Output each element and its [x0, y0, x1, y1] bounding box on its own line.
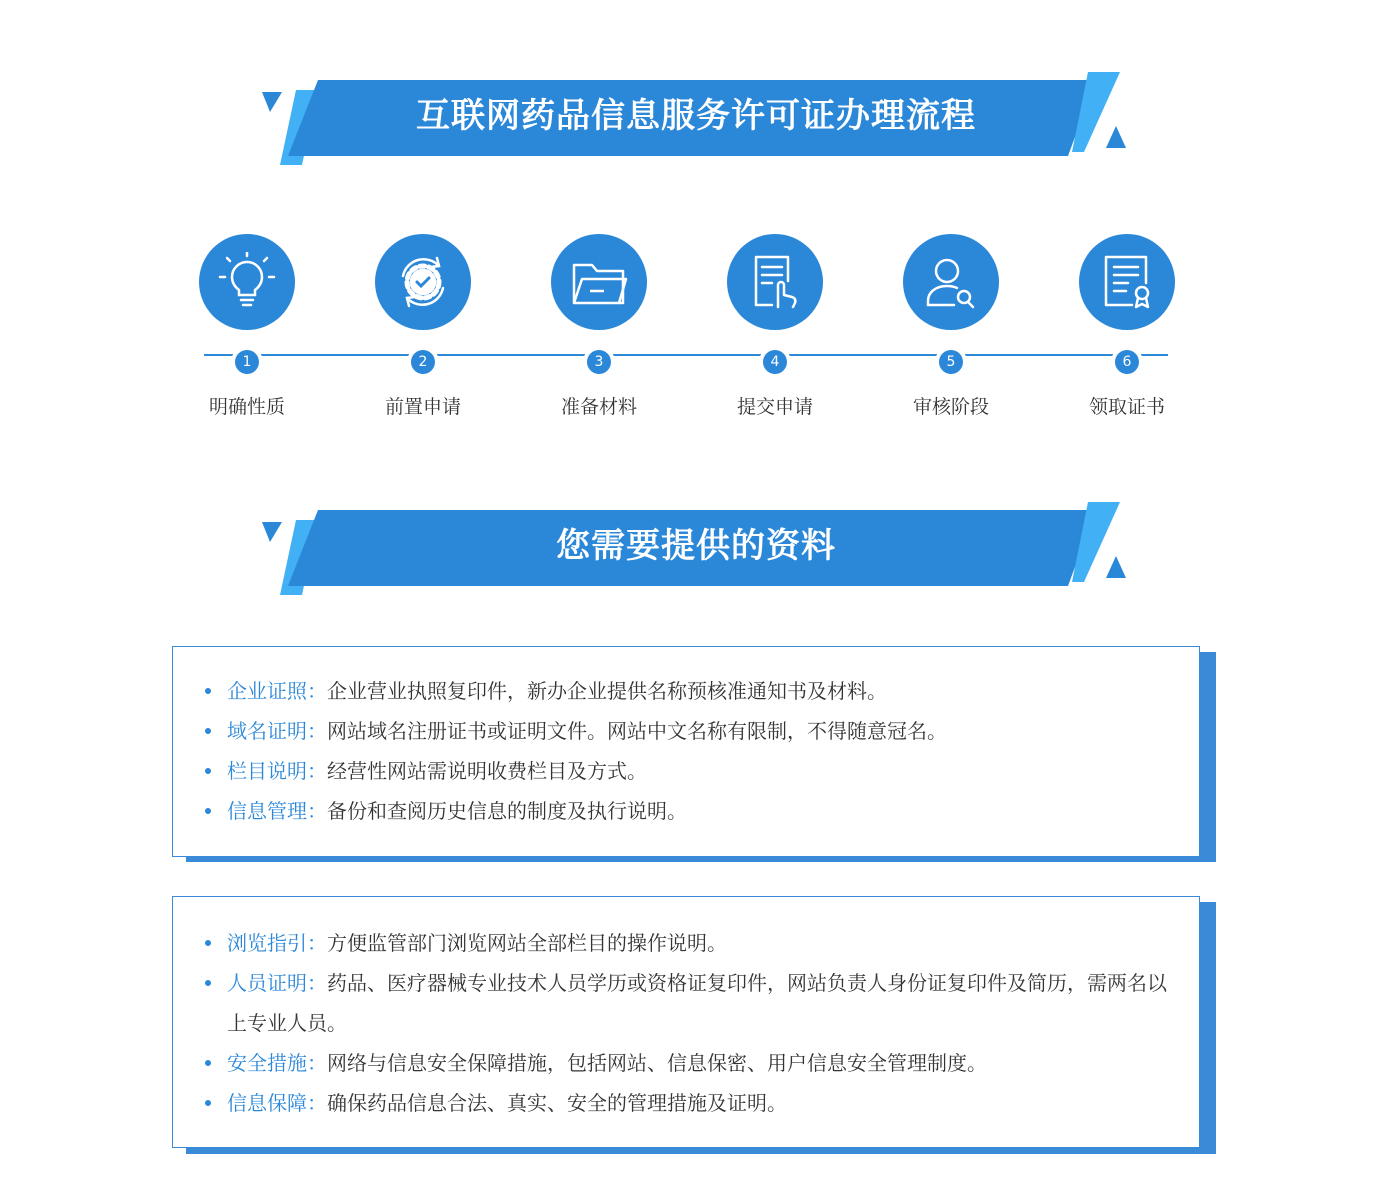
item-key: 栏目说明：: [227, 759, 327, 783]
step-icon-circle: [727, 234, 823, 330]
step-label: 准备材料: [560, 396, 637, 418]
step-icon-circle: [1079, 234, 1175, 330]
lightbulb-icon: [217, 252, 277, 312]
step-label: 审核阶段: [912, 396, 989, 418]
card-body: [172, 646, 1200, 857]
step-number: 2: [411, 350, 435, 374]
banner-title: 互联网药品信息服务许可证办理流程: [416, 96, 976, 136]
step-label: 领取证书: [1088, 396, 1165, 418]
step-1: [159, 230, 335, 419]
item-text: 药品、医疗器械专业技术人员学历或资格证复印件，网站负责人身份证复印件及简历，需两名以上专业人员。: [227, 971, 1167, 1035]
list-item: [203, 1083, 1175, 1123]
user-search-icon: [920, 251, 982, 313]
item-key: 浏览指引：: [227, 931, 327, 955]
step-5: [863, 230, 1039, 419]
step-4: [687, 230, 863, 419]
process-banner: [258, 70, 1134, 170]
gear-check-icon: [391, 250, 455, 314]
step-number: 1: [235, 350, 259, 374]
document-hand-icon: [744, 251, 806, 313]
materials-list: [173, 647, 1199, 831]
step-icon-circle: [199, 234, 295, 330]
step-icon-circle: [551, 234, 647, 330]
step-number: 4: [763, 350, 787, 374]
item-text: 企业营业执照复印件，新办企业提供名称预核准通知书及材料。: [327, 679, 887, 703]
card-body: [172, 896, 1200, 1148]
item-key: 企业证照：: [227, 679, 327, 703]
materials-card-1: [172, 646, 1202, 857]
step-number: 6: [1115, 350, 1139, 374]
list-item: [203, 963, 1175, 1043]
banner-title: 您需要提供的资料: [556, 526, 836, 566]
item-text: 备份和查阅历史信息的制度及执行说明。: [327, 799, 687, 823]
list-item: [203, 711, 1175, 751]
item-key: 信息保障：: [227, 1091, 327, 1115]
list-item: [203, 923, 1175, 963]
item-text: 方便监管部门浏览网站全部栏目的操作说明。: [327, 931, 727, 955]
list-item: [203, 1043, 1175, 1083]
item-key: 安全措施：: [227, 1051, 327, 1075]
item-text: 网站域名注册证书或证明文件。网站中文名称有限制，不得随意冠名。: [327, 719, 947, 743]
materials-list: [173, 899, 1199, 1123]
step-icon-circle: [903, 234, 999, 330]
certificate-icon: [1096, 251, 1158, 313]
step-icon-circle: [375, 234, 471, 330]
item-text: 网络与信息安全保障措施，包括网站、信息保密、用户信息安全管理制度。: [327, 1051, 987, 1075]
item-key: 人员证明：: [227, 971, 327, 995]
materials-card-2: [172, 896, 1202, 1148]
step-2: [335, 230, 511, 419]
item-key: 域名证明：: [227, 719, 327, 743]
list-item: [203, 671, 1175, 711]
step-label: 明确性质: [208, 396, 285, 418]
step-number: 5: [939, 350, 963, 374]
step-6: [1039, 230, 1215, 419]
step-label: 前置申请: [384, 396, 461, 418]
step-number: 3: [587, 350, 611, 374]
item-key: 信息管理：: [227, 799, 327, 823]
list-item: [203, 751, 1175, 791]
item-text: 经营性网站需说明收费栏目及方式。: [327, 759, 647, 783]
process-steps: [0, 230, 1392, 430]
list-item: [203, 791, 1175, 831]
materials-banner: [258, 500, 1134, 600]
step-label: 提交申请: [736, 396, 813, 418]
step-3: [511, 230, 687, 419]
folder-icon: [568, 251, 630, 313]
item-text: 确保药品信息合法、真实、安全的管理措施及证明。: [327, 1091, 787, 1115]
